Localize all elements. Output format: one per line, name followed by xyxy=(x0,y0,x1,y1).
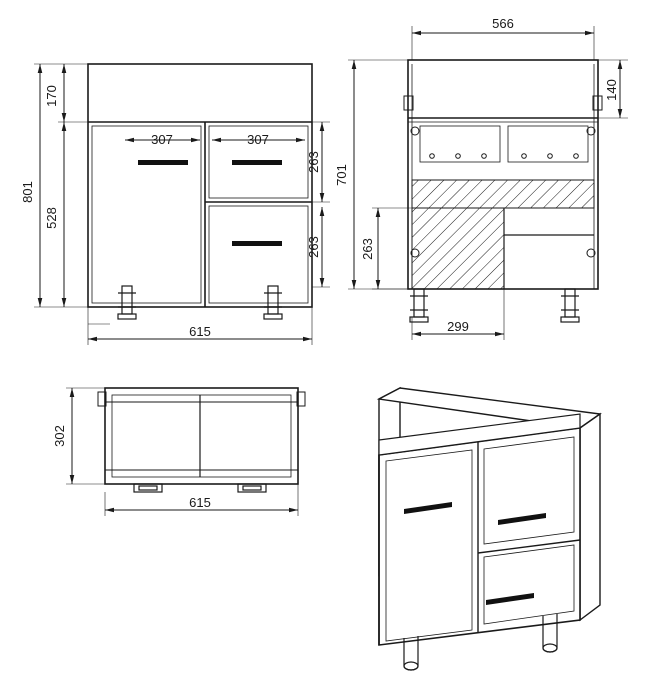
dim-side-height-total: 701 xyxy=(334,164,349,186)
side-section-view xyxy=(334,16,628,340)
dim-side-depth-bottom: 299 xyxy=(447,319,469,334)
side-legs xyxy=(410,289,579,322)
dim-front-drawer-width: 307 xyxy=(247,132,269,147)
drawer-handle-lower xyxy=(232,241,282,246)
dim-side-height-lower: 263 xyxy=(360,238,375,260)
dim-top-depth: 302 xyxy=(52,425,67,447)
dim-front-drawer-height-lower: 263 xyxy=(306,236,321,258)
dim-front-door-width: 307 xyxy=(151,132,173,147)
door-handle xyxy=(138,160,188,165)
dim-front-height-body: 528 xyxy=(44,207,59,229)
dim-front-height-total: 801 xyxy=(20,181,35,203)
dim-front-drawer-height-upper: 263 xyxy=(306,151,321,173)
isometric-view xyxy=(379,388,600,670)
drawer-handle-upper xyxy=(232,160,282,165)
top-view xyxy=(52,388,305,516)
dim-side-width-top: 566 xyxy=(492,16,514,31)
dim-front-width-total: 615 xyxy=(189,324,211,339)
front-view xyxy=(20,64,330,345)
dim-top-width: 615 xyxy=(189,495,211,510)
dim-front-height-top: 170 xyxy=(44,85,59,107)
dim-side-height-top: 140 xyxy=(604,79,619,101)
